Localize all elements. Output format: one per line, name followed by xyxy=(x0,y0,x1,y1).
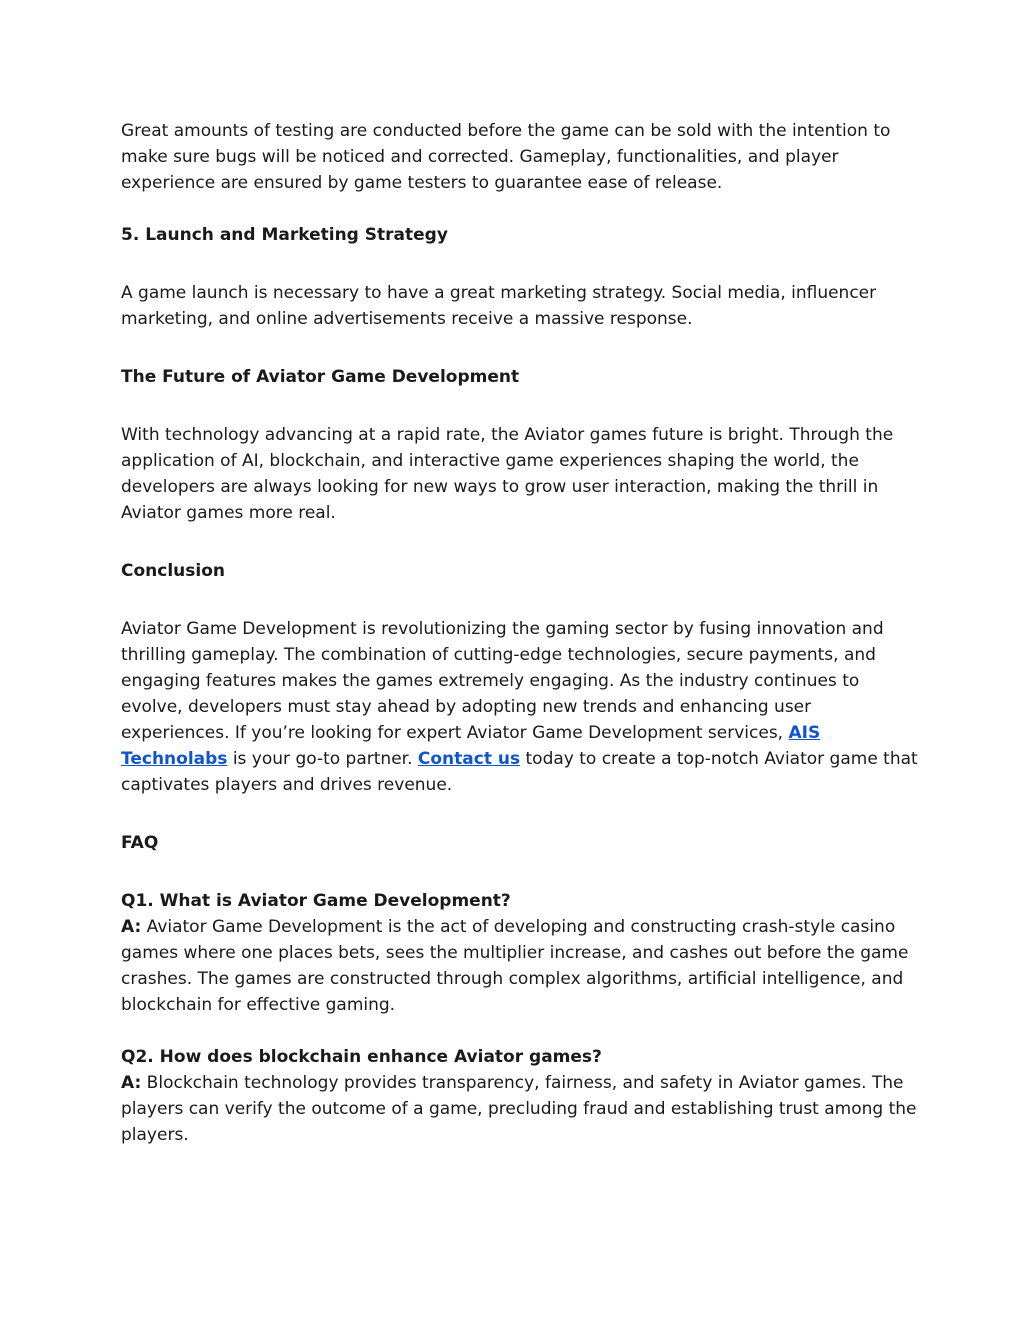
faq-heading: FAQ xyxy=(121,833,159,853)
future-heading: The Future of Aviator Game Development xyxy=(121,367,520,387)
conclusion-paragraph xyxy=(121,616,921,798)
ais-technolabs-link[interactable]: AIS Technolabs xyxy=(121,723,821,769)
answer-text: Aviator Game Development is the act of developing and constructing crash-style casino games where one places bets, sees the multiplier increase, and cashes out before the game crashes. The games are constructed through complex algorithms, artificial intelligence, and blockchain for effective gaming. xyxy=(121,917,909,1015)
launch-paragraph: A game launch is necessary to have a great marketing strategy. Social media, influencer marketing, and online advertisements receive a massive response. xyxy=(121,283,877,329)
conclusion-text-2: is your go-to partner. xyxy=(227,749,418,769)
conclusion-heading: Conclusion xyxy=(121,561,225,581)
launch-heading: 5. Launch and Marketing Strategy xyxy=(121,225,448,245)
faq-item xyxy=(121,888,921,1018)
conclusion-text-1: Aviator Game Development is revolutionizing the gaming sector by fusing innovation and thrilling gameplay. The combination of cutting-edge technologies, secure payments, and engaging features makes the games extremely engaging. As the industry continues to evolve, developers must stay ahead by adopting new trends and enhancing user experiences. If you’re looking for expert Aviator Game Development services, xyxy=(121,619,884,743)
answer-prefix: A: xyxy=(121,917,142,937)
faq-answer xyxy=(121,914,921,1018)
faq-answer xyxy=(121,1070,921,1148)
testing-paragraph: Great amounts of testing are conducted before the game can be sold with the intention to make sure bugs will be noticed and corrected. Gameplay, functionalities, and player experience are ensured by game testers to guarantee ease of release. xyxy=(121,121,891,193)
answer-text: Blockchain technology provides transparency, fairness, and safety in Aviator games. The players can verify the outcome of a game, precluding fraud and establishing trust among the players. xyxy=(121,1073,917,1145)
answer-prefix: A: xyxy=(121,1073,142,1093)
faq-question: Q2. How does blockchain enhance Aviator games? xyxy=(121,1047,602,1067)
future-paragraph: With technology advancing at a rapid rate, the Aviator games future is bright. Through the application of AI, blockchain, and interactive game experiences shaping the world, the developers are always looking for new ways to grow user interaction, making the thrill in Aviator games more real. xyxy=(121,425,894,523)
conclusion-text-3: today to create a top-notch Aviator game that captivates players and drives revenue. xyxy=(121,749,918,795)
contact-us-link[interactable]: Contact us xyxy=(417,749,521,769)
faq-question: Q1. What is Aviator Game Development? xyxy=(121,891,511,911)
faq-item xyxy=(121,1044,921,1148)
document-page xyxy=(121,118,921,1148)
